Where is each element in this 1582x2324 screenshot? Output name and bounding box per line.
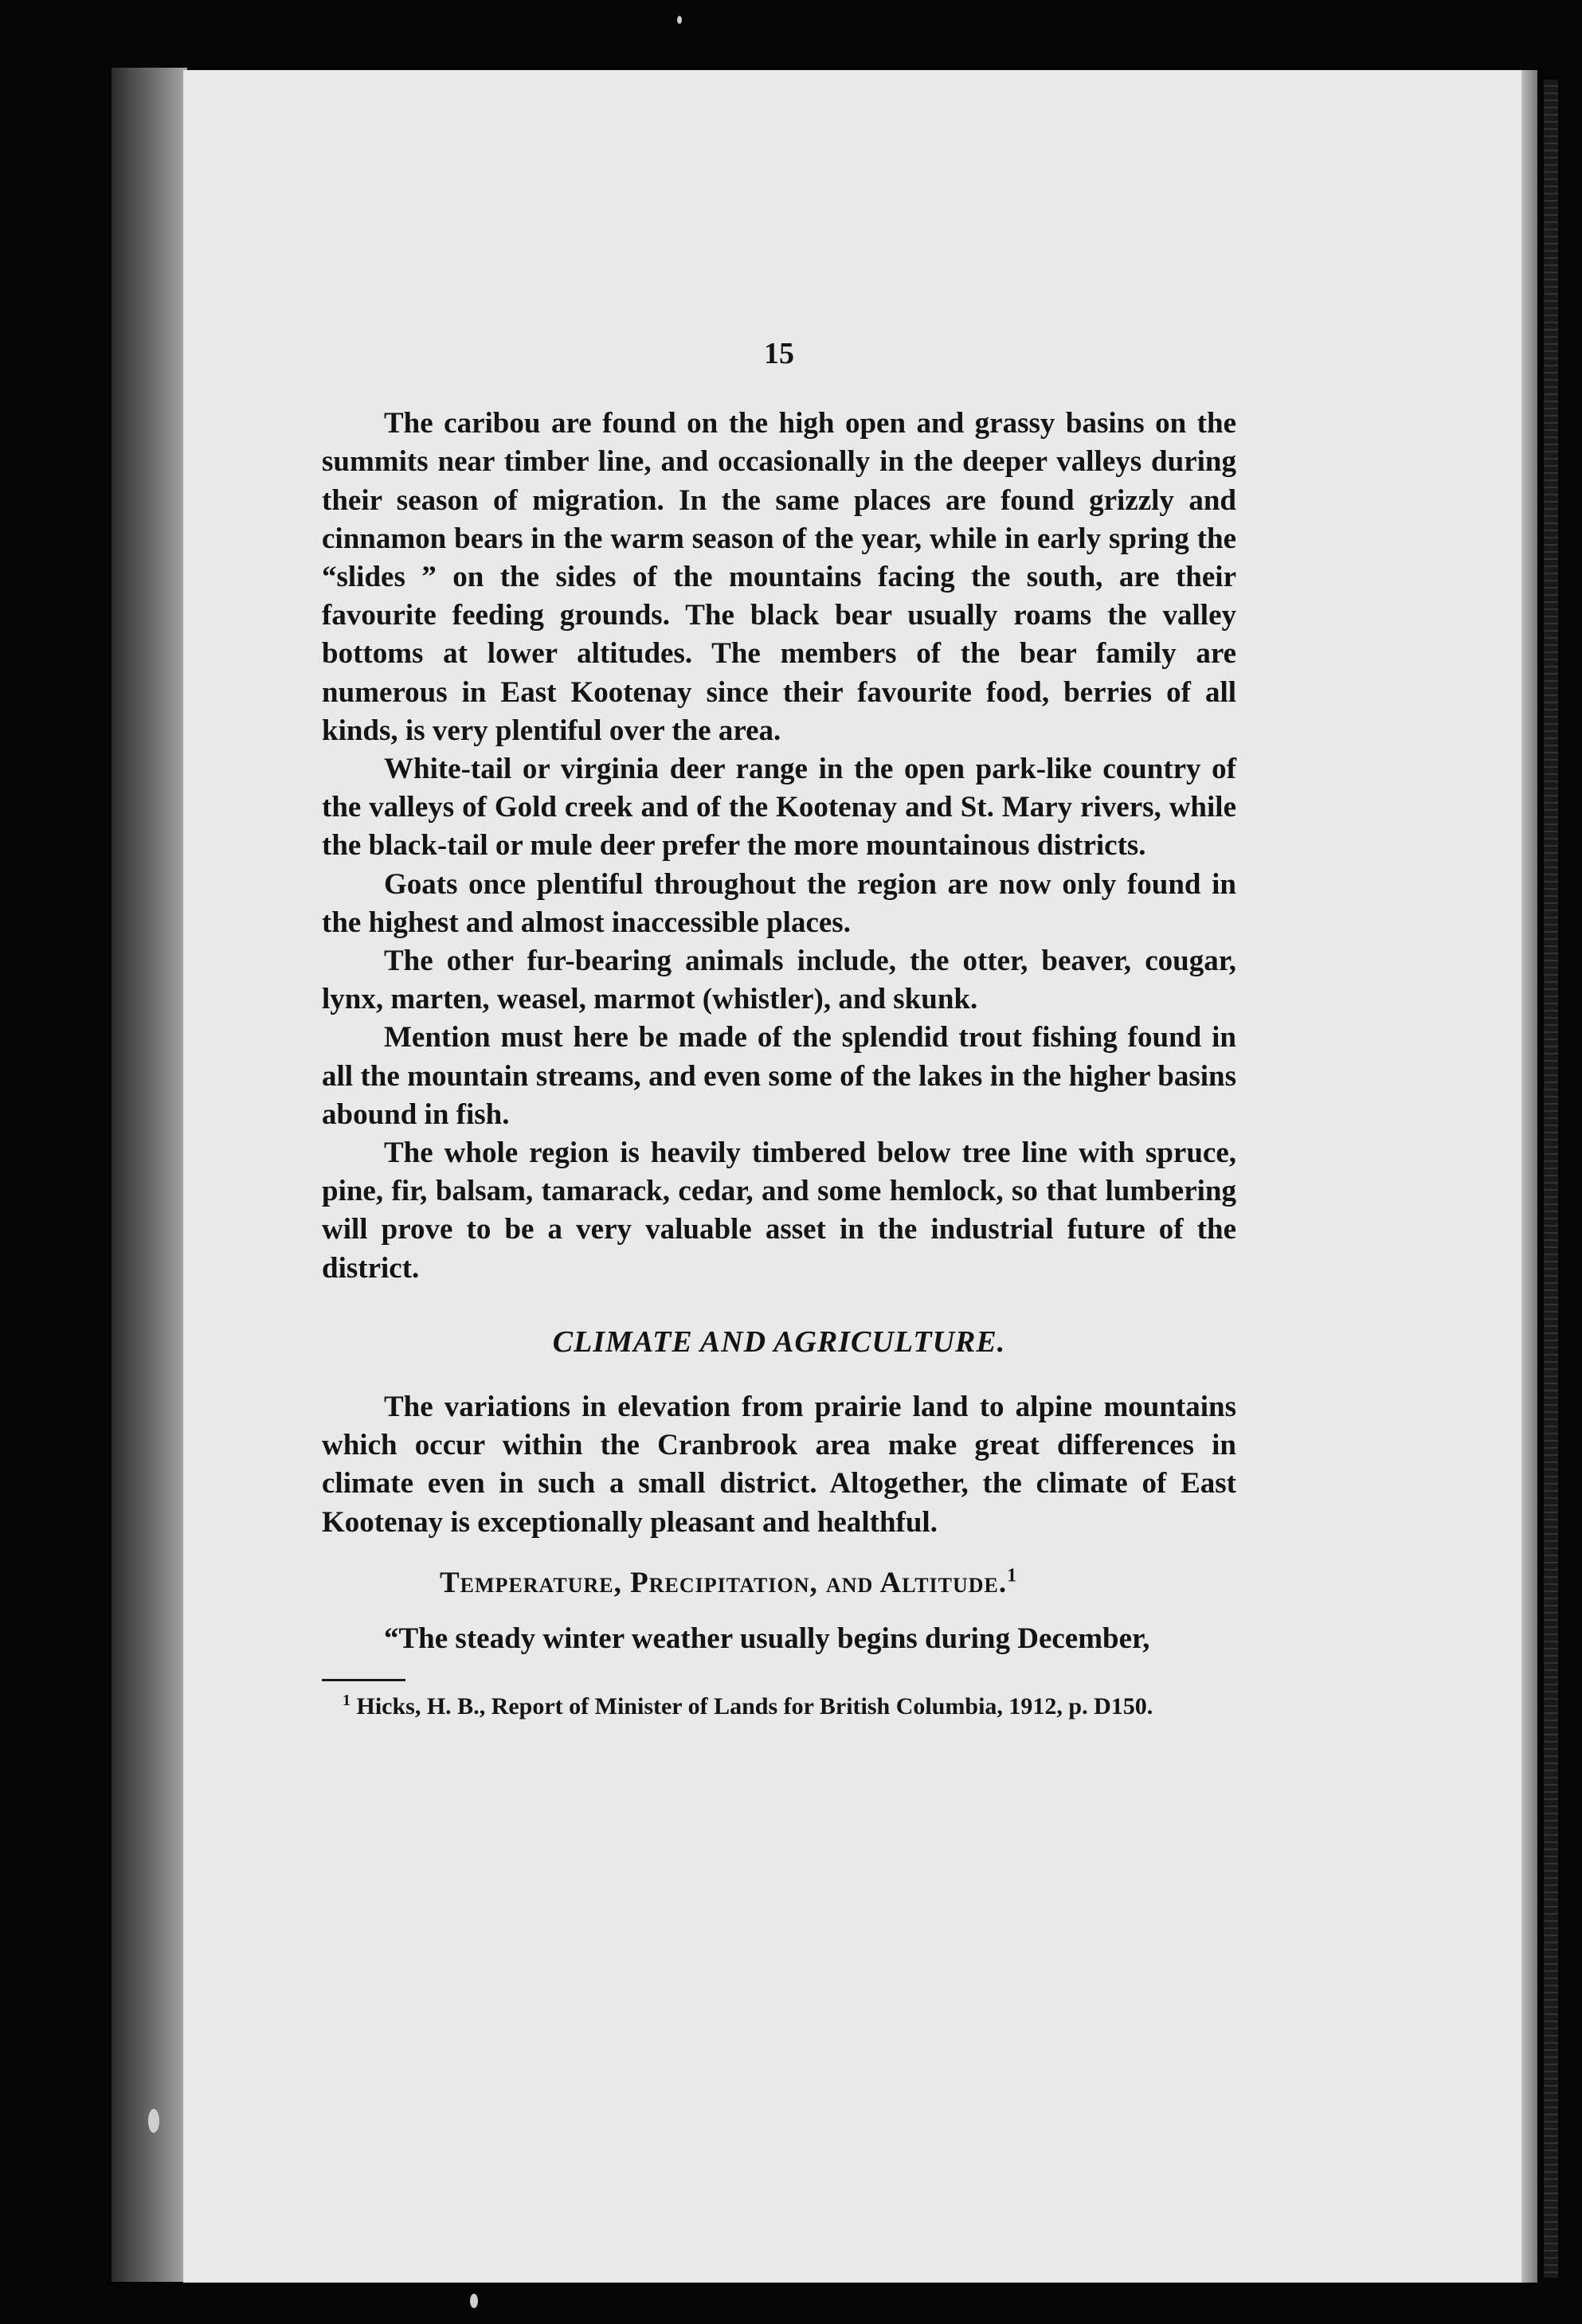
paragraph-climate: The variations in elevation from prairie land to alpine mountains which occur within the Cranbrook area make great differences in climate even in such a small district. Altogether, the climate of East Kootenay is exceptionally pleasant and healthful. [322,1391,1236,1539]
footnote-reference: 1 [1007,1565,1018,1587]
page-number: 15 [764,337,794,370]
film-edge-strip [1544,80,1558,2278]
scan-speck [677,16,682,24]
paragraph-goats: Goats once plentiful throughout the region are now only found in the highest and almost inaccessible places. [322,867,1236,939]
page-right-edge [1521,70,1537,2283]
paragraph-fishing: Mention must here be made of the splendid trout fishing found in all the mountain streams, and even some of the lakes in the higher basins abound in fish. [322,1021,1236,1131]
paragraph-timber: The whole region is heavily timbered below tree line with spruce, pine, fir, balsam, tamarack, cedar, and some hemlock, so that lumbering will prove to be a very valuable asset in the industrial future of the district. [322,1137,1236,1285]
subheading [322,1564,1236,1602]
footnote-mark: 1 [343,1692,350,1710]
subheading-text: Temperature, Precipitation, and Altitude. [440,1566,1008,1599]
page-text [322,335,1236,1723]
footnote-rule [322,1679,405,1681]
section-heading: CLIMATE AND AGRICULTURE. [552,1324,1006,1359]
paragraph-caribou: The caribou are found on the high open and grassy basins on the summits near timber line, and occasionally in the deeper valleys during their season of migration. In the same places are found grizzly and cinnamon bears in the warm season of the year, while in early spring the “slides ” on the sides of the mountains facing the south, are their favourite feeding grounds. The black bear usually roams the valley bottoms at lower altitudes. The members of the bear family are numerous in East Kootenay since their favourite food, berries of all kinds, is very plentiful over the area. [322,407,1236,747]
book-spine-edge [112,68,187,2282]
paragraph-deer: White-tail or virginia deer range in the open park-like country of the valleys of Gold creek and of the Kootenay and St. Mary rivers, while the black-tail or mule deer prefer the more mountainous districts. [322,753,1236,863]
paragraph-fur-bearing: The other fur-bearing animals include, the otter, beaver, cougar, lynx, marten, weasel, marmot (whistler), and skunk. [322,945,1236,1016]
scan-speck [148,2109,159,2133]
footnote [322,1691,1236,1723]
paragraph-quote-start: “The steady winter weather usually begins during December, [384,1622,1150,1656]
scan-speck [470,2294,478,2308]
footnote-text: Hicks, H. B., Report of Minister of Lands for British Columbia, 1912, p. D150. [356,1693,1153,1720]
